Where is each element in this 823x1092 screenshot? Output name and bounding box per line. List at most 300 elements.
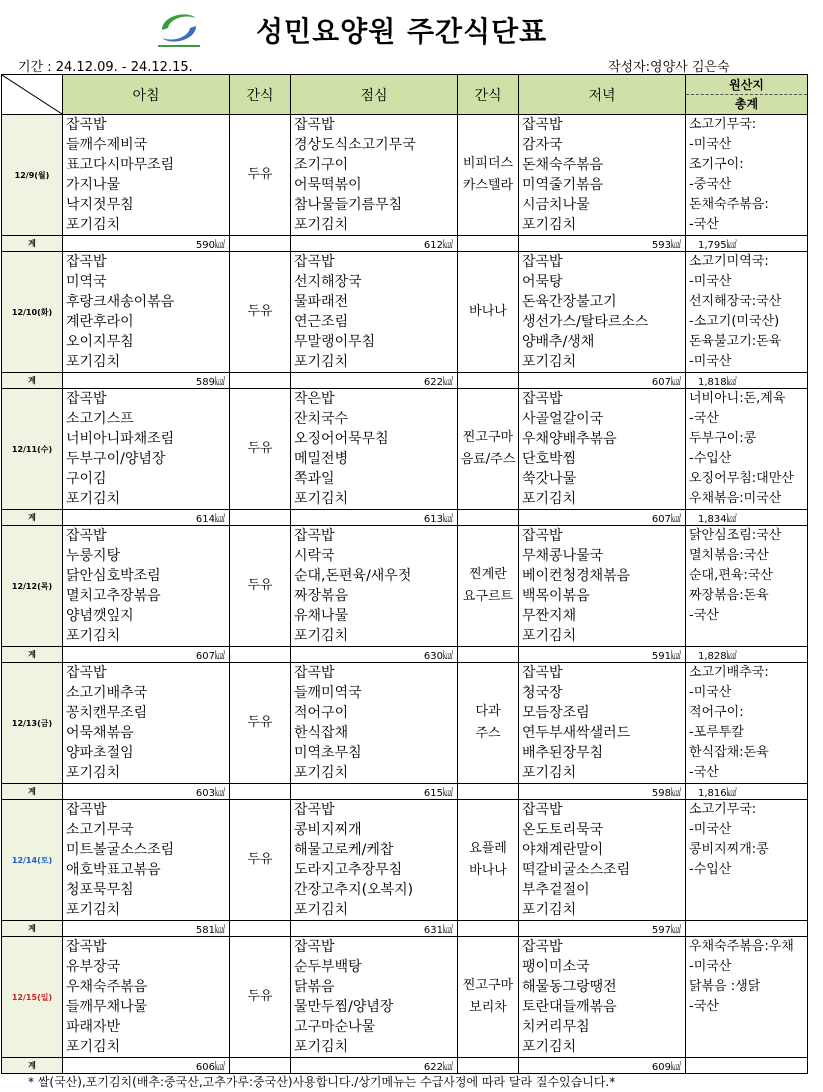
breakfast-item: 멸치고추장볶음	[66, 588, 161, 604]
day-label: 12/13(금)	[2, 663, 63, 784]
breakfast-item: 잡곡밥	[66, 939, 107, 955]
cell-snack1	[230, 526, 291, 647]
lunch-item: 경상도식소고기무국	[294, 137, 416, 153]
lunch-item: 순두부백탕	[294, 959, 362, 975]
breakfast-item: 양념깻잎지	[66, 608, 134, 624]
breakfast-item: 포기김치	[66, 628, 121, 644]
origin-item: 닭안심조림:국산	[689, 528, 782, 543]
origin-item: 두부구이:콩	[689, 431, 757, 446]
snack1-item: 두유	[247, 852, 273, 867]
dinner-item: 잡곡밥	[522, 117, 563, 133]
breakfast-item: 잡곡밥	[66, 117, 107, 133]
lunch-item: 작은밥	[294, 391, 335, 407]
total-row	[2, 921, 808, 937]
cell-lunch	[291, 937, 458, 1058]
dinner-item: 무짠지채	[522, 608, 577, 624]
cell-dinner	[519, 526, 686, 647]
origin-item: 적어구이:	[689, 705, 744, 720]
dinner-kcal: 591㎉	[519, 647, 686, 663]
cell-snack1	[230, 663, 291, 784]
total-label: 계	[2, 510, 63, 526]
lunch-item: 잡곡밥	[294, 802, 335, 818]
dinner-item: 사골얼갈이국	[522, 411, 604, 427]
breakfast-kcal: 590㎉	[63, 236, 230, 252]
dinner-item: 야채계란말이	[522, 842, 604, 858]
day-row	[2, 526, 808, 647]
snack1-item: 두유	[247, 167, 273, 182]
total-row	[2, 510, 808, 526]
snack-2-blank	[458, 921, 519, 937]
dinner-item: 토란대들깨볶음	[522, 999, 617, 1015]
column-origin-label: 원산지	[686, 75, 807, 95]
cell-breakfast	[63, 252, 230, 373]
cell-snack2	[458, 937, 519, 1058]
breakfast-item: 계란후라이	[66, 314, 134, 330]
day-total-kcal: 1,795㎉	[686, 236, 808, 252]
breakfast-item: 포기김치	[66, 765, 121, 781]
lunch-item: 잡곡밥	[294, 939, 335, 955]
origin-item: -국산	[689, 217, 719, 232]
dinner-item: 잡곡밥	[522, 528, 563, 544]
cell-snack2	[458, 663, 519, 784]
dinner-item: 미역줄기볶음	[522, 177, 604, 193]
snack1-item: 두유	[247, 989, 273, 1004]
breakfast-item: 구이김	[66, 471, 107, 487]
header	[0, 0, 823, 56]
dinner-item: 모듬장조림	[522, 705, 590, 721]
origin-item: -국산	[689, 765, 719, 780]
snack-1-blank	[230, 236, 291, 252]
cell-dinner	[519, 663, 686, 784]
page-title: 성민요양원 주간식단표	[256, 15, 548, 48]
dinner-item: 어묵탕	[522, 274, 563, 290]
origin-item: -미국산	[689, 959, 732, 974]
breakfast-item: 어묵채볶음	[66, 725, 134, 741]
breakfast-item: 오이지무침	[66, 334, 134, 350]
cell-lunch	[291, 115, 458, 236]
origin-item: 선지해장국:국산	[689, 294, 782, 309]
lunch-item: 메밀전병	[294, 451, 349, 467]
cell-breakfast	[63, 663, 230, 784]
lunch-item: 조기구이	[294, 157, 349, 173]
dinner-item: 배추된장무침	[522, 745, 604, 761]
breakfast-item: 잡곡밥	[66, 391, 107, 407]
cell-breakfast	[63, 389, 230, 510]
origin-item: 소고기무국:	[689, 802, 757, 817]
breakfast-kcal: 614㎉	[63, 510, 230, 526]
lunch-item: 포기김치	[294, 217, 349, 233]
lunch-kcal: 612㎉	[291, 236, 458, 252]
snack1-item: 두유	[247, 304, 273, 319]
lunch-item: 연근조림	[294, 314, 349, 330]
cell-lunch	[291, 663, 458, 784]
origin-item: -수입산	[689, 451, 732, 466]
day-row	[2, 115, 808, 236]
day-row	[2, 937, 808, 1058]
lunch-item: 포기김치	[294, 1039, 349, 1055]
origin-item: 소고기미역국:	[689, 254, 769, 269]
snack2-item: 보리차	[469, 1000, 507, 1015]
breakfast-item: 잡곡밥	[66, 802, 107, 818]
lunch-item: 유채나물	[294, 608, 349, 624]
lunch-item: 무말랭이무침	[294, 334, 376, 350]
lunch-item: 한식잡채	[294, 725, 349, 741]
snack-1-blank	[230, 373, 291, 389]
lunch-item: 쪽과일	[294, 471, 335, 487]
dinner-item: 잡곡밥	[522, 391, 563, 407]
breakfast-item: 두부구이/양념장	[66, 451, 166, 467]
snack2-item: 바나나	[469, 304, 507, 319]
breakfast-item: 소고기무국	[66, 822, 134, 838]
lunch-item: 포기김치	[294, 491, 349, 507]
lunch-item: 참나물들기름무침	[294, 197, 403, 213]
column-dinner: 저녁	[519, 75, 686, 115]
breakfast-kcal: 603㎉	[63, 784, 230, 800]
menu-period: 기간 : 24.12.09. - 24.12.15.	[18, 60, 193, 75]
snack-1-blank	[230, 921, 291, 937]
day-label: 12/12(목)	[2, 526, 63, 647]
day-total-kcal	[686, 921, 808, 937]
total-row	[2, 1058, 808, 1074]
total-label: 계	[2, 784, 63, 800]
dinner-item: 팽이미소국	[522, 959, 590, 975]
cell-snack2	[458, 389, 519, 510]
origin-item: -소고기(미국산)	[689, 314, 780, 329]
snack2-item: 찐계란	[469, 567, 507, 582]
cell-origin	[686, 800, 808, 921]
lunch-item: 들깨미역국	[294, 685, 362, 701]
snack-1-blank	[230, 510, 291, 526]
day-total-kcal: 1,818㎉	[686, 373, 808, 389]
column-lunch: 점심	[291, 75, 458, 115]
column-snack-1: 간식	[230, 75, 291, 115]
origin-item: 우채볶음:미국산	[689, 491, 782, 506]
lunch-kcal: 615㎉	[291, 784, 458, 800]
origin-item: -포루투칼	[689, 725, 744, 740]
lunch-item: 어묵떡볶이	[294, 177, 362, 193]
lunch-item: 물만두찜/양념장	[294, 999, 394, 1015]
dinner-kcal: 607㎉	[519, 510, 686, 526]
weekly-menu-table	[1, 74, 808, 1074]
cell-snack1	[230, 937, 291, 1058]
cell-origin	[686, 252, 808, 373]
snack-2-blank	[458, 784, 519, 800]
lunch-item: 포기김치	[294, 628, 349, 644]
origin-item: 닭볶음 :생닭	[689, 979, 761, 994]
lunch-item: 잡곡밥	[294, 117, 335, 133]
dinner-item: 해물동그랑땡전	[522, 979, 617, 995]
origin-item: -미국산	[689, 354, 732, 369]
origin-item: 순대,편육:국산	[689, 568, 773, 583]
breakfast-item: 낙지젓무침	[66, 197, 134, 213]
dinner-item: 양배추/생채	[522, 334, 595, 350]
dinner-kcal: 598㎉	[519, 784, 686, 800]
breakfast-item: 포기김치	[66, 902, 121, 918]
day-label: 12/10(화)	[2, 252, 63, 373]
breakfast-item: 청포묵무침	[66, 882, 134, 898]
origin-item: -미국산	[689, 137, 732, 152]
cell-lunch	[291, 389, 458, 510]
snack2-item: 비피더스	[462, 156, 514, 171]
breakfast-item: 애호박표고볶음	[66, 862, 161, 878]
breakfast-item: 표고다시마무조림	[66, 157, 175, 173]
total-row	[2, 373, 808, 389]
lunch-item: 물파래전	[294, 294, 349, 310]
snack-2-blank	[458, 373, 519, 389]
lunch-item: 해물고로케/케찹	[294, 842, 394, 858]
snack2-item: 요플레	[469, 841, 507, 856]
origin-item: -국산	[689, 411, 719, 426]
breakfast-item: 포기김치	[66, 1039, 121, 1055]
lunch-item: 잡곡밥	[294, 665, 335, 681]
dinner-item: 포기김치	[522, 354, 577, 370]
breakfast-item: 포기김치	[66, 217, 121, 233]
snack2-item: 다과	[475, 704, 501, 719]
meta-line	[0, 56, 823, 74]
dinner-item: 감자국	[522, 137, 563, 153]
total-label: 계	[2, 373, 63, 389]
dinner-item: 포기김치	[522, 491, 577, 507]
cell-snack1	[230, 389, 291, 510]
lunch-item: 포기김치	[294, 765, 349, 781]
day-total-kcal	[686, 1058, 808, 1074]
dinner-item: 치커리무침	[522, 1019, 590, 1035]
snack-2-blank	[458, 236, 519, 252]
lunch-item: 잔치국수	[294, 411, 349, 427]
lunch-kcal: 630㎉	[291, 647, 458, 663]
lunch-kcal: 613㎉	[291, 510, 458, 526]
cell-dinner	[519, 800, 686, 921]
breakfast-item: 소고기배추국	[66, 685, 148, 701]
breakfast-item: 너비아니파채조림	[66, 431, 175, 447]
dinner-item: 잡곡밥	[522, 802, 563, 818]
lunch-item: 포기김치	[294, 354, 349, 370]
day-row	[2, 800, 808, 921]
origin-item: -미국산	[689, 822, 732, 837]
breakfast-item: 후랑크새송이볶음	[66, 294, 175, 310]
footnote: * 쌀(국산),포기김치(배추:중국산,고추가루:중국산)사용합니다./상기메뉴는 수급사정에 따라 달라 질수있습니다.*	[28, 1075, 616, 1089]
snack-2-blank	[458, 510, 519, 526]
cell-breakfast	[63, 115, 230, 236]
snack2-item: 바나나	[469, 863, 507, 878]
column-breakfast: 아침	[63, 75, 230, 115]
lunch-item: 도라지고추장무침	[294, 862, 403, 878]
breakfast-item: 잡곡밥	[66, 665, 107, 681]
cell-dinner	[519, 252, 686, 373]
cell-breakfast	[63, 937, 230, 1058]
origin-item: 돈육불고기:돈육	[689, 334, 782, 349]
dinner-item: 쑥갓나물	[522, 471, 577, 487]
origin-item: 조기구이:	[689, 157, 744, 172]
dinner-item: 생선가스/탈타르소스	[522, 314, 649, 330]
cell-origin	[686, 663, 808, 784]
day-label: 12/11(수)	[2, 389, 63, 510]
dinner-item: 시금치나물	[522, 197, 590, 213]
lunch-kcal: 622㎉	[291, 373, 458, 389]
snack1-item: 두유	[247, 715, 273, 730]
lunch-item: 콩비지찌개	[294, 822, 362, 838]
origin-item: 멸치볶음:국산	[689, 548, 769, 563]
origin-item: -미국산	[689, 274, 732, 289]
dinner-item: 돈육간장불고기	[522, 294, 617, 310]
breakfast-item: 포기김치	[66, 354, 121, 370]
origin-item: -수입산	[689, 862, 732, 877]
breakfast-item: 소고기스프	[66, 411, 134, 427]
cell-snack2	[458, 115, 519, 236]
total-row	[2, 784, 808, 800]
cell-snack2	[458, 526, 519, 647]
lunch-item: 잡곡밥	[294, 528, 335, 544]
dinner-item: 포기김치	[522, 902, 577, 918]
cell-snack2	[458, 252, 519, 373]
cell-snack2	[458, 800, 519, 921]
snack2-item: 음료/주스	[460, 452, 516, 467]
total-label: 계	[2, 1058, 63, 1074]
breakfast-item: 유부장국	[66, 959, 121, 975]
dinner-item: 포기김치	[522, 1039, 577, 1055]
swoosh-logo-icon	[152, 8, 206, 48]
dinner-item: 떡갈비굴소스조림	[522, 862, 631, 878]
lunch-item: 선지해장국	[294, 274, 362, 290]
day-label: 12/9(월)	[2, 115, 63, 236]
origin-item: -미국산	[689, 685, 732, 700]
lunch-item: 미역초무침	[294, 745, 362, 761]
snack2-item: 찐고구마	[462, 430, 514, 445]
dinner-item: 연두부새싹샐러드	[522, 725, 631, 741]
dinner-item: 우채양배추볶음	[522, 431, 617, 447]
snack-1-blank	[230, 1058, 291, 1074]
dinner-kcal: 597㎉	[519, 921, 686, 937]
snack2-item: 찐고구마	[462, 978, 514, 993]
lunch-item: 포기김치	[294, 902, 349, 918]
snack-2-blank	[458, 1058, 519, 1074]
dinner-item: 잡곡밥	[522, 665, 563, 681]
origin-item: 돈채숙주볶음:	[689, 197, 769, 212]
day-total-kcal: 1,834㎉	[686, 510, 808, 526]
snack-1-blank	[230, 647, 291, 663]
cell-origin	[686, 526, 808, 647]
snack1-item: 두유	[247, 441, 273, 456]
lunch-item: 고구마순나물	[294, 1019, 376, 1035]
origin-item: 우채숙주볶음:우채	[689, 939, 794, 954]
breakfast-item: 들깨무채나물	[66, 999, 148, 1015]
snack2-item: 요구르트	[462, 589, 514, 604]
lunch-item: 닭볶음	[294, 979, 335, 995]
cell-origin	[686, 937, 808, 1058]
breakfast-item: 양파초절임	[66, 745, 134, 761]
menu-author: 작성자:영양사 김은숙	[608, 60, 730, 75]
breakfast-item: 들깨수제비국	[66, 137, 148, 153]
lunch-item: 오징어어묵무침	[294, 431, 389, 447]
day-label: 12/14(토)	[2, 800, 63, 921]
lunch-item: 시락국	[294, 548, 335, 564]
origin-item: -국산	[689, 608, 719, 623]
day-label: 12/15(일)	[2, 937, 63, 1058]
origin-item: 콩비지찌개:콩	[689, 842, 769, 857]
cell-lunch	[291, 800, 458, 921]
dinner-item: 잡곡밥	[522, 939, 563, 955]
dinner-item: 돈채숙주볶음	[522, 157, 604, 173]
dinner-item: 온도토리묵국	[522, 822, 604, 838]
day-row	[2, 389, 808, 510]
day-row	[2, 663, 808, 784]
dinner-item: 무채콩나물국	[522, 548, 604, 564]
snack-1-blank	[230, 784, 291, 800]
snack-2-blank	[458, 647, 519, 663]
snack2-item: 카스텔라	[462, 178, 514, 193]
breakfast-item: 미역국	[66, 274, 107, 290]
breakfast-kcal: 606㎉	[63, 1058, 230, 1074]
cell-snack1	[230, 252, 291, 373]
cell-snack1	[230, 115, 291, 236]
breakfast-kcal: 607㎉	[63, 647, 230, 663]
dinner-item: 부추겉절이	[522, 882, 590, 898]
origin-item: 한식잡채:돈육	[689, 745, 769, 760]
breakfast-item: 미트볼굴소스조림	[66, 842, 175, 858]
dinner-kcal: 607㎉	[519, 373, 686, 389]
corner-cell	[2, 75, 63, 115]
breakfast-item: 우채숙주볶음	[66, 979, 148, 995]
lunch-item: 간장고추지(오복지)	[294, 882, 414, 898]
cell-breakfast	[63, 800, 230, 921]
cell-breakfast	[63, 526, 230, 647]
dinner-item: 청국장	[522, 685, 563, 701]
breakfast-kcal: 581㎉	[63, 921, 230, 937]
day-row	[2, 252, 808, 373]
column-snack-2: 간식	[458, 75, 519, 115]
origin-item: 소고기배추국:	[689, 665, 769, 680]
dinner-item: 백목이볶음	[522, 588, 590, 604]
snack1-item: 두유	[247, 578, 273, 593]
total-label: 계	[2, 921, 63, 937]
breakfast-item: 꽁치캔무조림	[66, 705, 148, 721]
snack2-item: 주스	[475, 726, 501, 741]
breakfast-item: 잡곡밥	[66, 254, 107, 270]
origin-item: 오징어무침:대만산	[689, 471, 794, 486]
lunch-kcal: 622㎉	[291, 1058, 458, 1074]
breakfast-item: 닭안심호박조림	[66, 568, 161, 584]
breakfast-item: 가지나물	[66, 177, 121, 193]
cell-dinner	[519, 937, 686, 1058]
column-total-label: 총계	[686, 95, 807, 114]
origin-item: -국산	[689, 999, 719, 1014]
cell-lunch	[291, 252, 458, 373]
cell-origin	[686, 389, 808, 510]
lunch-kcal: 631㎉	[291, 921, 458, 937]
dinner-kcal: 593㎉	[519, 236, 686, 252]
breakfast-item: 포기김치	[66, 491, 121, 507]
cell-snack1	[230, 800, 291, 921]
header-row	[2, 75, 808, 115]
cell-dinner	[519, 115, 686, 236]
dinner-item: 베이컨청경채볶음	[522, 568, 631, 584]
origin-item: 너비아니:돈,계육	[689, 391, 786, 406]
dinner-item: 포기김치	[522, 628, 577, 644]
cell-lunch	[291, 526, 458, 647]
lunch-item: 적어구이	[294, 705, 349, 721]
day-total-kcal: 1,816㎉	[686, 784, 808, 800]
lunch-item: 짜장볶음	[294, 588, 349, 604]
cell-origin	[686, 115, 808, 236]
day-total-kcal: 1,828㎉	[686, 647, 808, 663]
menu-body	[2, 115, 808, 1074]
lunch-item: 순대,돈편육/새우젓	[294, 568, 412, 584]
origin-item: 소고기무국:	[689, 117, 757, 132]
column-origin	[686, 75, 808, 115]
breakfast-kcal: 589㎉	[63, 373, 230, 389]
dinner-kcal: 609㎉	[519, 1058, 686, 1074]
cell-dinner	[519, 389, 686, 510]
